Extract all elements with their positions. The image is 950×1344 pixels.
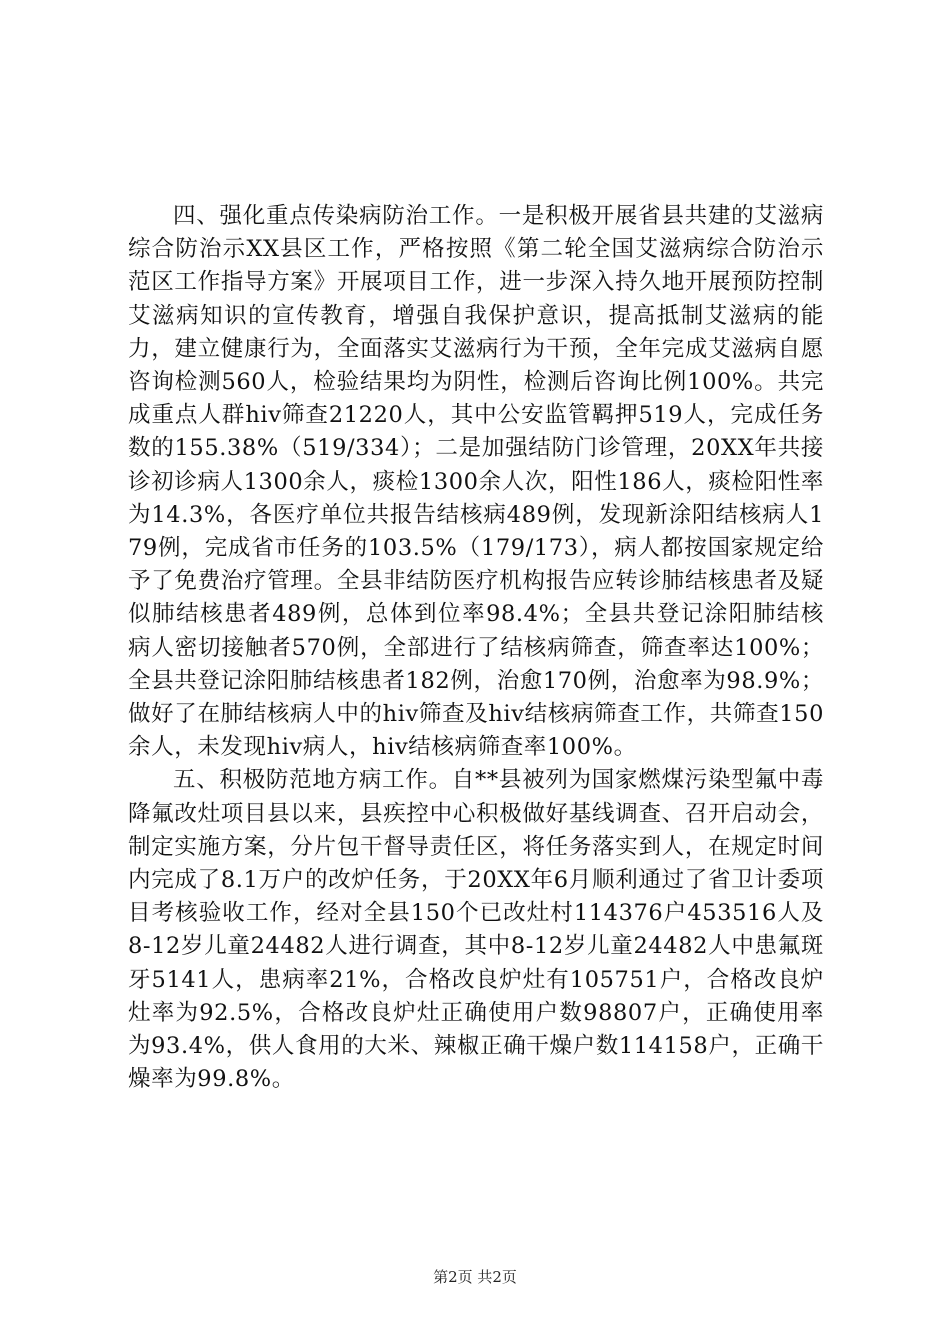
paragraph-endemic-disease: 五、积极防范地方病工作。自**县被列为国家燃煤污染型氟中毒降氟改灶项目县以来，县疾控中心积极做好基线调查、召开启动会，制定实施方案，分片包干督导责任区，将任务落实到人，在规定时间内完成了8.1万户的改炉任务，于20XX年6月顺利通过了省卫计委项目考核验收工作，经对全县150个已改灶村114376户453516人及8-12岁儿童24482人进行调查，其中8-12岁儿童24482人中患氟斑牙5141人，患病率21%，合格改良炉灶有105751户，合格改良炉灶率为92.5%，合格改良炉灶正确使用户数98807户，正确使用率为93.4%，供人食用的大米、辣椒正确干燥户数114158户，正确干燥率为99.8%。 [128, 767, 824, 1093]
document-body [128, 200, 824, 1096]
paragraph-infectious-disease: 四、强化重点传染病防治工作。一是积极开展省县共建的艾滋病综合防治示XX县区工作，严格按照《第二轮全国艾滋病综合防治示范区工作指导方案》开展项目工作，进一步深入持久地开展预防控制艾滋病知识的宣传教育，增强自我保护意识，提高抵制艾滋病的能力，建立健康行为，全面落实艾滋病行为干预，全年完成艾滋病自愿咨询检测560人，检验结果均为阴性，检测后咨询比例100%。共完成重点人群hiv筛查21220人，其中公安监管羁押519人，完成任务数的155.38%（519/334）；二是加强结防门诊管理，20XX年共接诊初诊病人1300余人，痰检1300余人次，阳性186人，痰检阳性率为14.3%，各医疗单位共报告结核病489例，发现新涂阳结核病人179例，完成省市任务的103.5%（179/173），病人都按国家规定给予了免费治疗管理。全县非结防医疗机构报告应转诊肺结核患者及疑似肺结核患者489例，总体到位率98.4%；全县共登记涂阳肺结核病人密切接触者570例，全部进行了结核病筛查，筛查率达100%；全县共登记涂阳肺结核患者182例，治愈170例，治愈率为98.9%；做好了在肺结核病人中的hiv筛查及hiv结核病筛查工作，共筛查150余人，未发现hiv病人，hiv结核病筛查率100%。 [128, 203, 824, 761]
page-footer: 第2页 共2页 [433, 1268, 517, 1286]
